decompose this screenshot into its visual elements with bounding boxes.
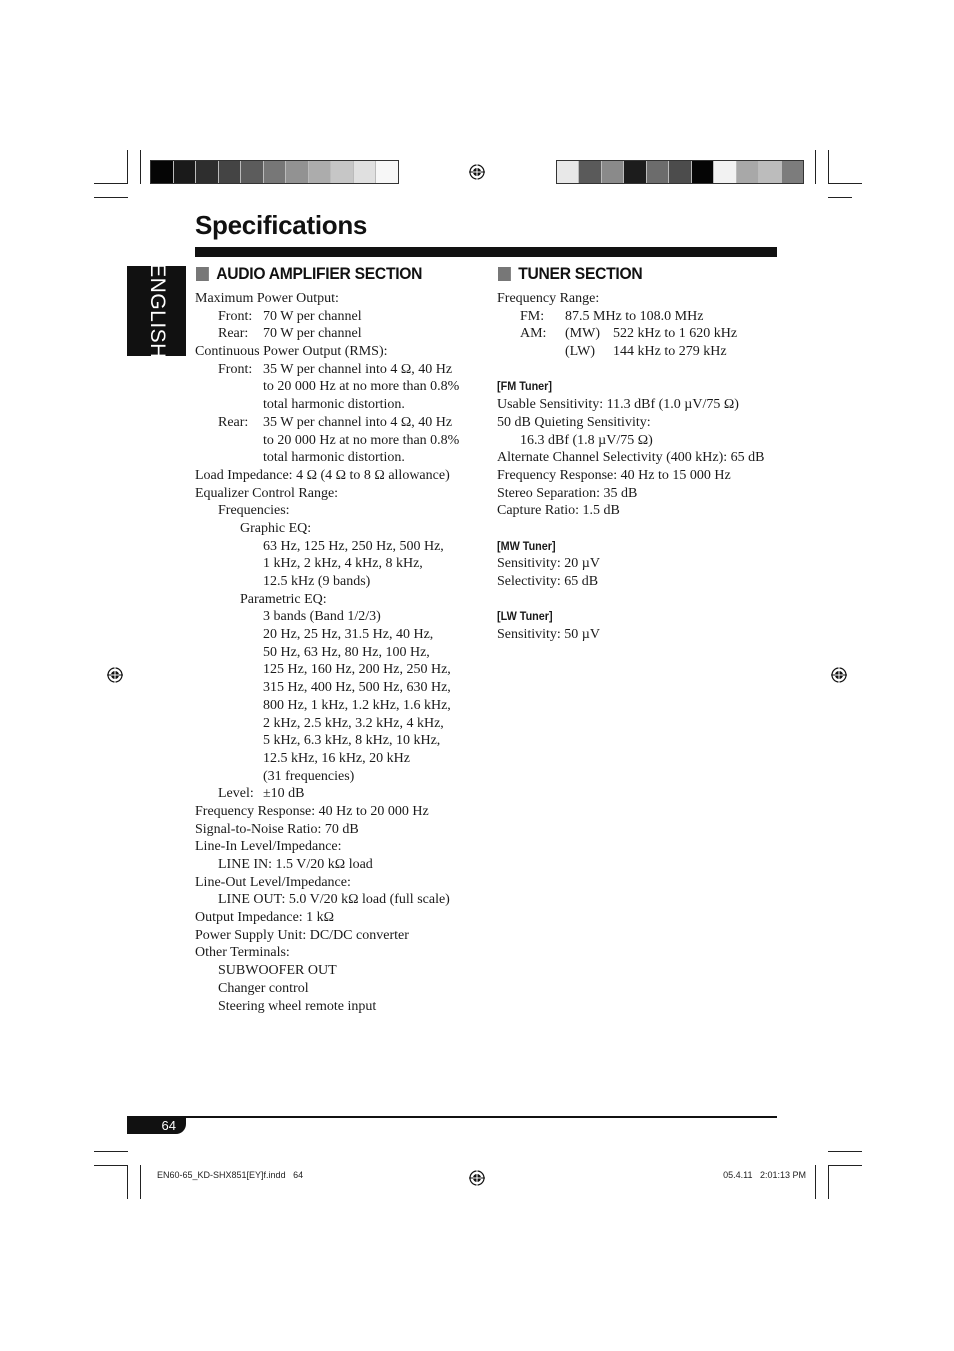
spec-value: 70 W per channel	[263, 326, 362, 342]
color-swatch	[354, 161, 377, 183]
spec-text: Selectivity: 65 dB	[497, 574, 599, 589]
color-swatch	[714, 161, 736, 183]
color-swatch	[331, 161, 354, 183]
spec-line	[195, 980, 475, 998]
spec-line	[195, 378, 475, 396]
spec-text: Graphic EQ:	[240, 520, 312, 536]
tuner-section-heading	[498, 264, 642, 284]
color-bar-left	[150, 160, 399, 184]
registration-mark-icon	[469, 164, 485, 180]
spec-line	[195, 962, 475, 980]
language-tab-label: ENGLISH	[146, 263, 169, 359]
spec-text: Equalizer Control Range:	[195, 485, 339, 501]
spec-text: Frequency Response: 40 Hz to 15 000 Hz	[497, 467, 731, 483]
spec-line	[195, 467, 475, 485]
crop-mark	[828, 1151, 862, 1152]
registration-mark-icon	[831, 667, 847, 683]
color-swatch	[759, 161, 781, 183]
spec-text: Power Supply Unit: DC/DC converter	[195, 927, 409, 943]
spec-text: 20 Hz, 25 Hz, 31.5 Hz, 40 Hz,	[263, 627, 434, 643]
crop-mark	[815, 150, 816, 184]
spec-text: Parametric EQ:	[240, 591, 327, 607]
spec-text: Other Terminals:	[195, 945, 290, 961]
spec-text: Frequencies:	[218, 503, 290, 519]
spec-line	[195, 679, 475, 697]
spec-value: ±10 dB	[263, 786, 305, 802]
spec-text: 63 Hz, 125 Hz, 250 Hz, 500 Hz,	[263, 538, 444, 554]
spec-text: Line-In Level/Impedance:	[195, 839, 342, 855]
spec-text: 2 kHz, 2.5 kHz, 3.2 kHz, 4 kHz,	[263, 715, 444, 731]
section-square-icon	[196, 267, 209, 281]
spec-text: 3 bands (Band 1/2/3)	[263, 609, 381, 625]
spec-line	[195, 308, 475, 326]
am-lw-range	[497, 343, 782, 361]
spec-text: 12.5 kHz, 16 kHz, 20 kHz	[263, 750, 410, 766]
page-title: Specifications	[195, 210, 368, 240]
color-swatch	[241, 161, 264, 183]
spec-line	[195, 803, 475, 821]
audio-spec-list	[195, 290, 475, 1015]
spec-text: LINE IN: 1.5 V/20 kΩ load	[218, 857, 373, 872]
spec-text: Usable Sensitivity: 11.3 dBf (1.0 µV/75 Ω)	[497, 397, 739, 413]
audio-section-heading	[196, 264, 422, 284]
color-swatch	[692, 161, 714, 183]
color-swatch	[782, 161, 803, 183]
spec-line	[497, 414, 782, 432]
crop-mark	[127, 150, 128, 184]
mw-tuner-specs	[497, 555, 782, 590]
crop-mark	[815, 1165, 816, 1199]
spec-text: 125 Hz, 160 Hz, 200 Hz, 250 Hz,	[263, 662, 451, 678]
spec-line	[497, 555, 782, 573]
crop-mark	[828, 1165, 829, 1199]
spec-text: Load Impedance: 4 Ω (4 Ω to 8 Ω allowance)	[195, 467, 450, 483]
spec-line	[195, 591, 475, 609]
registration-mark-icon	[107, 667, 123, 683]
spec-line	[195, 573, 475, 591]
spec-label: Level:	[218, 786, 254, 802]
spec-value: 70 W per channel	[263, 308, 362, 324]
spec-text: Maximum Power Output:	[195, 291, 339, 306]
spec-text: Signal-to-Noise Ratio: 70 dB	[195, 821, 359, 837]
color-swatch	[647, 161, 669, 183]
spec-text: (31 frequencies)	[263, 768, 355, 784]
mw-label: (MW)	[565, 326, 600, 342]
color-swatch	[151, 161, 174, 183]
spec-text: Stereo Separation: 35 dB	[497, 485, 638, 501]
spec-line	[195, 325, 475, 343]
spec-text: total harmonic distortion.	[263, 450, 405, 466]
spec-line	[195, 608, 475, 626]
spec-text: 800 Hz, 1 kHz, 1.2 kHz, 1.6 kHz,	[263, 697, 451, 713]
crop-mark	[828, 150, 829, 184]
am-label: AM:	[520, 326, 547, 342]
spec-text: 315 Hz, 400 Hz, 500 Hz, 630 Hz,	[263, 680, 451, 696]
mw-tuner-heading: [MW Tuner]	[497, 538, 556, 553]
spec-text: 50 dB Quieting Sensitivity:	[497, 414, 651, 430]
spec-text: Line-Out Level/Impedance:	[195, 874, 351, 890]
fm-label: FM:	[520, 308, 545, 324]
spec-line	[195, 785, 475, 803]
spec-text: total harmonic distortion.	[263, 397, 405, 413]
spec-line	[195, 432, 475, 450]
color-bar-right	[556, 160, 804, 184]
spec-line	[195, 538, 475, 556]
spec-text: Frequency Response: 40 Hz to 20 000 Hz	[195, 803, 429, 819]
spec-line	[195, 396, 475, 414]
spec-line	[195, 697, 475, 715]
title-rule	[195, 247, 777, 257]
mw-value: 522 kHz to 1 620 kHz	[613, 326, 738, 342]
lw-tuner-heading: [LW Tuner]	[497, 609, 553, 624]
color-swatch	[286, 161, 309, 183]
spec-text: 16.3 dBf (1.8 µV/75 Ω)	[520, 432, 653, 448]
color-swatch	[219, 161, 242, 183]
lw-value: 144 kHz to 279 kHz	[613, 344, 727, 360]
spec-text: LINE OUT: 5.0 V/20 kΩ load (full scale)	[218, 892, 450, 908]
spec-value: 35 W per channel into 4 Ω, 40 Hz	[263, 414, 453, 430]
spec-line	[497, 432, 782, 450]
footer-timestamp: 05.4.11 2:01:13 PM	[723, 1170, 806, 1180]
audio-section-heading-text: AUDIO AMPLIFIER SECTION	[216, 264, 423, 283]
spec-line	[195, 856, 475, 874]
spec-line	[195, 290, 475, 308]
color-swatch	[174, 161, 197, 183]
fm-tuner-heading: [FM Tuner]	[497, 379, 552, 394]
spec-line	[195, 414, 475, 432]
color-swatch	[579, 161, 601, 183]
spec-line	[195, 891, 475, 909]
section-square-icon	[498, 267, 511, 281]
spec-line	[497, 485, 782, 503]
color-swatch	[264, 161, 287, 183]
spec-text: Capture Ratio: 1.5 dB	[497, 503, 620, 519]
spec-line	[195, 361, 475, 379]
spec-value: 35 W per channel into 4 Ω, 40 Hz	[263, 361, 453, 377]
spec-line	[195, 998, 475, 1016]
spec-text: Continuous Power Output (RMS):	[195, 344, 388, 360]
spec-text: 1 kHz, 2 kHz, 4 kHz, 8 kHz,	[263, 556, 423, 572]
color-swatch	[557, 161, 579, 183]
spec-line	[497, 573, 782, 591]
color-swatch	[669, 161, 691, 183]
spec-line	[497, 626, 782, 644]
footer-file-name: EN60-65_KD-SHX851[EY]f.indd 64	[157, 1170, 304, 1180]
spec-line	[195, 644, 475, 662]
spec-text: Changer control	[218, 980, 309, 996]
spec-text: SUBWOOFER OUT	[218, 963, 337, 979]
lw-label: (LW)	[565, 344, 596, 360]
tuner-spec-list	[497, 290, 782, 644]
crop-mark	[828, 183, 862, 184]
crop-mark	[140, 150, 141, 184]
spec-line	[195, 661, 475, 679]
tuner-section-heading-text: TUNER SECTION	[518, 264, 643, 283]
spec-line	[497, 396, 782, 414]
frequency-range-label: Frequency Range:	[497, 291, 600, 306]
spec-line	[195, 909, 475, 927]
spec-line	[195, 520, 475, 538]
spec-text: 12.5 kHz (9 bands)	[263, 574, 371, 589]
lw-tuner-specs	[497, 626, 782, 644]
spec-text: Output Impedance: 1 kΩ	[195, 910, 335, 926]
spec-line	[195, 449, 475, 467]
spec-line	[195, 732, 475, 750]
spec-line	[195, 874, 475, 892]
page-number: 64	[127, 1118, 186, 1134]
spec-text: 5 kHz, 6.3 kHz, 8 kHz, 10 kHz,	[263, 733, 441, 749]
crop-mark	[127, 1165, 128, 1199]
spec-text: Sensitivity: 50 µV	[497, 627, 600, 643]
spec-text: to 20 000 Hz at no more than 0.8%	[263, 432, 460, 448]
spec-label: Front:	[218, 308, 253, 324]
fm-range	[497, 308, 782, 326]
spec-line	[195, 768, 475, 786]
spec-text: Steering wheel remote input	[218, 998, 377, 1014]
crop-mark	[94, 183, 128, 184]
spec-label: Rear:	[218, 326, 249, 342]
crop-mark	[828, 197, 852, 198]
color-swatch	[376, 161, 398, 183]
registration-mark-icon	[469, 1170, 485, 1186]
spec-line	[195, 485, 475, 503]
color-swatch	[196, 161, 219, 183]
fm-tuner-specs	[497, 396, 782, 520]
color-swatch	[602, 161, 624, 183]
spec-line	[195, 944, 475, 962]
spec-line	[195, 750, 475, 768]
spec-line	[195, 927, 475, 945]
spec-line	[195, 838, 475, 856]
spec-text: Alternate Channel Selectivity (400 kHz): 65 dB	[497, 450, 765, 466]
spec-line	[195, 626, 475, 644]
crop-mark	[94, 1165, 128, 1166]
spec-text: Sensitivity: 20 µV	[497, 556, 600, 572]
spec-text: 50 Hz, 63 Hz, 80 Hz, 100 Hz,	[263, 644, 430, 660]
crop-mark	[828, 1165, 862, 1166]
spec-line	[497, 449, 782, 467]
crop-mark	[94, 197, 128, 198]
spec-line	[195, 343, 475, 361]
spec-text: to 20 000 Hz at no more than 0.8%	[263, 379, 460, 395]
spec-line	[195, 821, 475, 839]
spec-line	[195, 502, 475, 520]
spec-line	[195, 715, 475, 733]
crop-mark	[94, 1151, 128, 1152]
spec-label: Rear:	[218, 414, 249, 430]
spec-label: Front:	[218, 361, 253, 377]
spec-line	[497, 502, 782, 520]
fm-value: 87.5 MHz to 108.0 MHz	[565, 308, 704, 324]
color-swatch	[309, 161, 332, 183]
color-swatch	[624, 161, 646, 183]
spec-line	[497, 467, 782, 485]
crop-mark	[140, 1165, 141, 1199]
spec-line	[195, 555, 475, 573]
am-mw-range	[497, 325, 782, 343]
bottom-rule	[127, 1116, 777, 1118]
color-swatch	[737, 161, 759, 183]
